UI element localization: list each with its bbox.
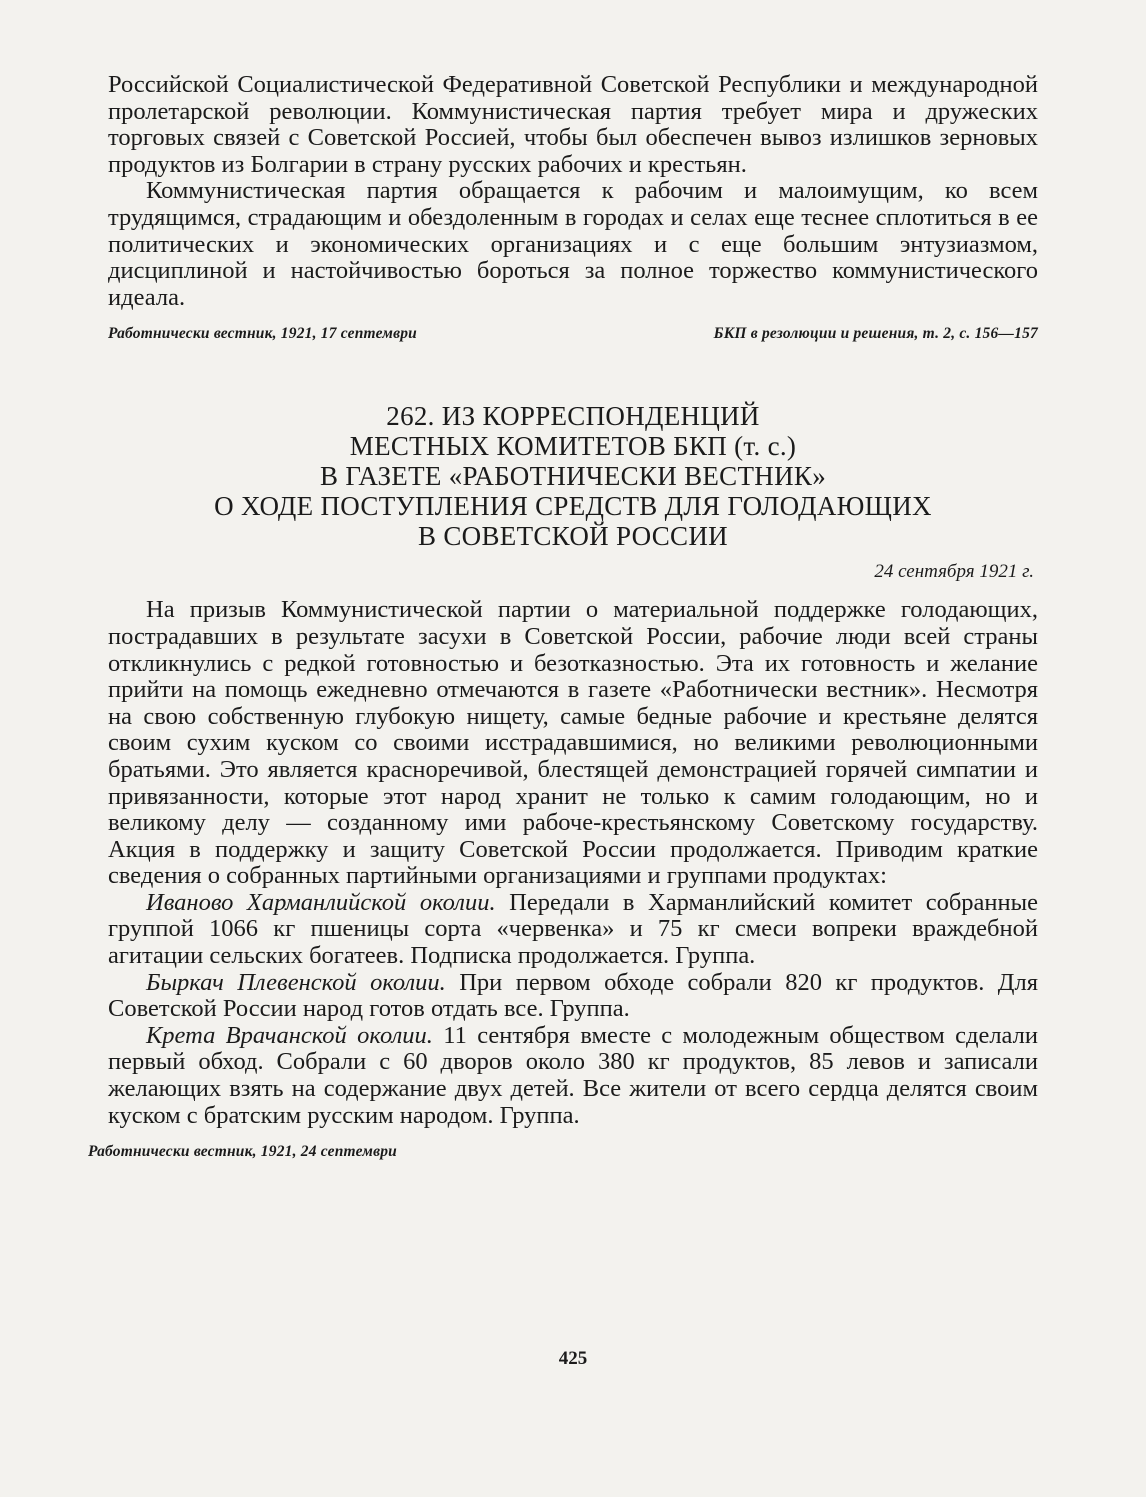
intro-paragraph-1: Российской Социалистической Федеративной Советской Республики и международной пролетарской революции. Коммунистическая партия требует мира и дружеских торговых связей с Советской Россией, чтобы был обеспечен вывоз излишков зерновых продуктов из Болгарии в страну русских рабочих и крестьян. [108, 71, 1038, 178]
intro-paragraph-2: Коммунистическая партия обращается к рабочим и малоимущим, ко всем трудящимся, страдающим и обездоленным в городах и селах еще теснее сплотиться в ее политических и экономических организациях и с еще большим энтузиазмом, дисциплиной и настойчивостью бороться за полное торжество коммунистического идеала. [108, 177, 1038, 311]
heading-line: В ГАЗЕТЕ «РАБОТНИЧЕСКИ ВЕСТНИК» [320, 461, 826, 492]
report-place: Быркач Плевенской околии. [146, 968, 446, 996]
report-place: Крета Врачанской околии. [146, 1021, 433, 1049]
page-content [88, 71, 1038, 1161]
document-body: На призыв Коммунистической партии о материальной поддержке голодающих, пострадавших в результате засухи в Советской России, рабочие люди всей страны откликнулись с редкой готовностью и безотказностью. Эта их готовность и желание прийти на помощь ежедневно отмечаются в газете «Работнически вестник». Несмотря на свою собственную глубокую нищету, самые бедные рабочие и крестьяне делятся своим сухим куском со своими исстрадавшимися, но великими революционными братьями. Это является красноречивой, блестящей демонстрацией горячей симпатии и привязанности, которые этот народ хранит не только к самим голодающим, но и великому делу — созданному ими рабоче-крестьянскому Советскому государству. Акция в поддержку и защиту Советской России продолжается. Приводим краткие сведения о собранных партийными организациями и группами продуктах: [108, 596, 1038, 890]
source-citation-left: Работнически вестник, 1921, 17 септември [108, 325, 417, 343]
heading-line: 262. ИЗ КОРРЕСПОНДЕНЦИЙ [386, 401, 760, 432]
report-item [108, 890, 1038, 970]
report-place: Иваново Харманлийской околии. [146, 888, 496, 916]
source-citation-right: БКП в резолюции и решения, т. 2, с. 156—157 [713, 325, 1038, 343]
document-date: 24 сентября 1921 г. [874, 561, 1034, 583]
heading-line: О ХОДЕ ПОСТУПЛЕНИЯ СРЕДСТВ ДЛЯ ГОЛОДАЮЩИХ [214, 491, 932, 522]
report-text: Передали в Харманлийский комитет собранные группой 1066 кг пшеницы сорта «червенка» и 75 кг смеси вопреки враждебной агитации сельских богатеев. Подписка продолжается. Группа. [108, 888, 1038, 970]
heading-line: В СОВЕТСКОЙ РОССИИ [418, 521, 728, 552]
page-number: 425 [558, 1348, 588, 1369]
report-item [108, 970, 1038, 1023]
document-heading [108, 401, 1038, 551]
report-text: При первом обходе собрали 820 кг продуктов. Для Советской России народ готов отдать все. Группа. [108, 968, 1038, 1023]
report-item [108, 1023, 1038, 1129]
document-source: Работнически вестник, 1921, 24 септември [88, 1143, 397, 1161]
source-citation-row [108, 325, 1038, 343]
report-text: 11 сентября вместе с молодежным обществом сделали первый обход. Собрали с 60 дворов около 380 кг продуктов, 85 левов и записали желающих взять на содержание двух детей. Все жители от всего сердца делятся своим куском с братским русским народом. Группа. [108, 1021, 1038, 1129]
heading-line: МЕСТНЫХ КОМИТЕТОВ БКП (т. с.) [349, 431, 797, 462]
